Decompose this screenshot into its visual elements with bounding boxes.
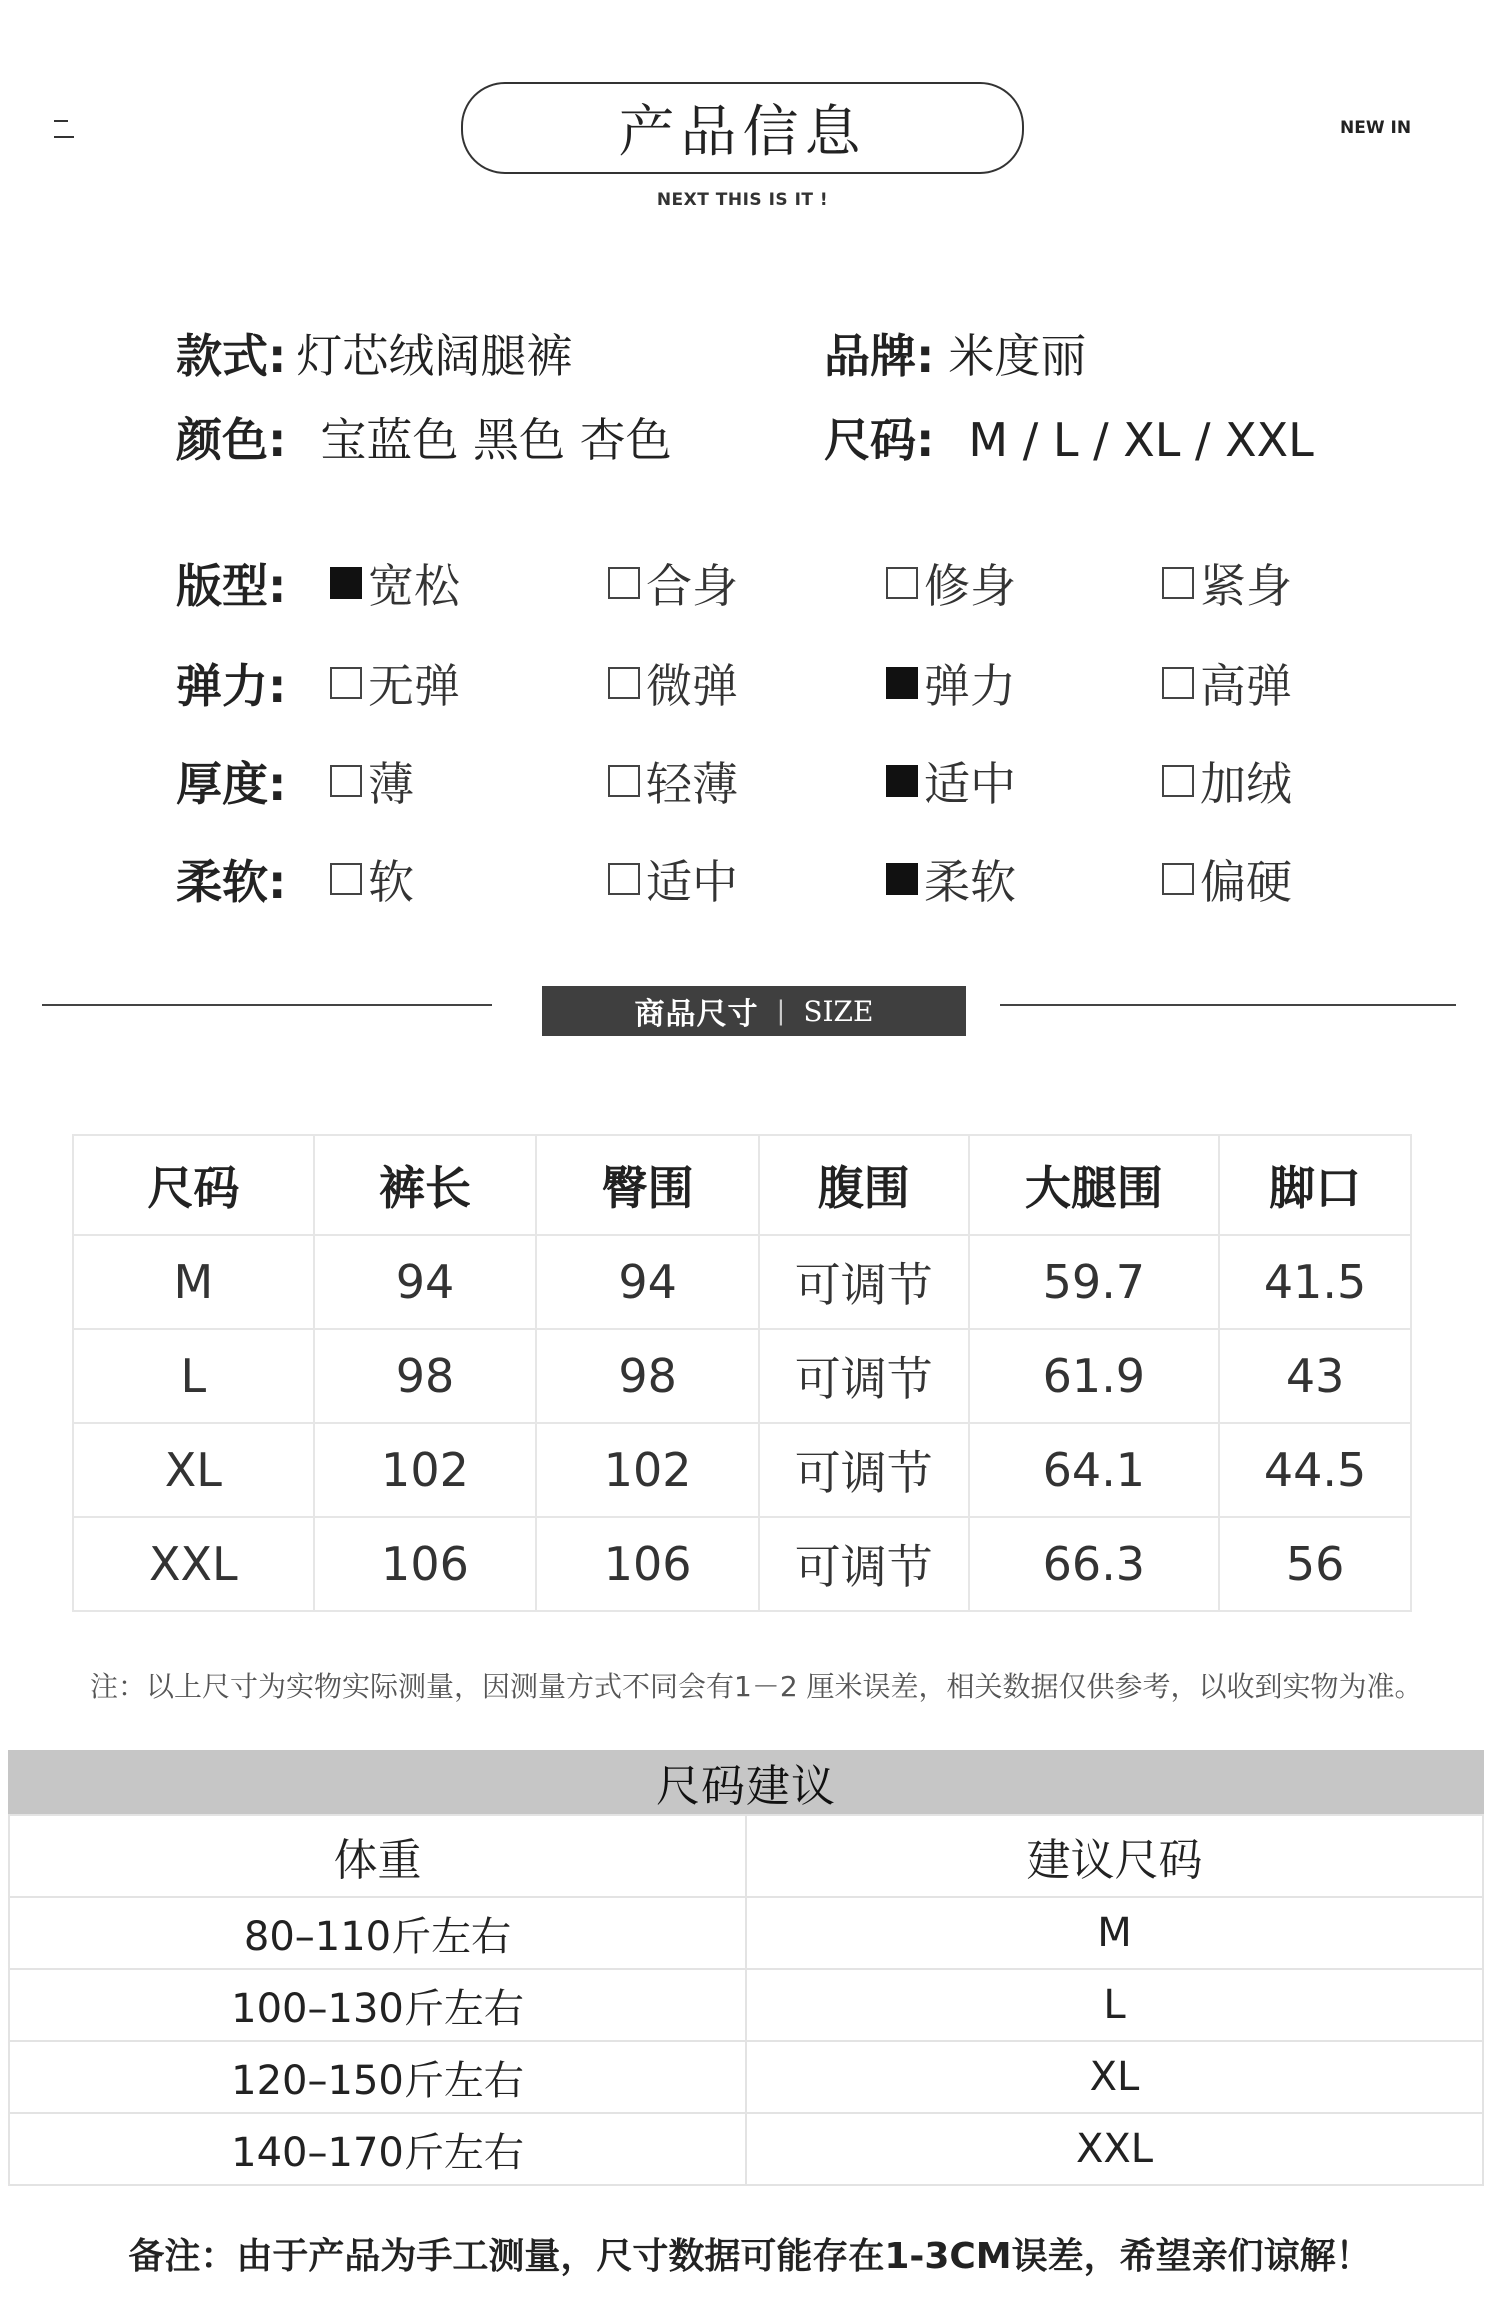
table-cell: XXL xyxy=(746,2113,1483,2185)
option-label: 柔软 xyxy=(924,855,1016,909)
table-cell: 56 xyxy=(1219,1517,1411,1611)
size-label: 尺码: xyxy=(824,413,935,467)
color-value: 宝蓝色 黑色 杏色 xyxy=(320,413,672,467)
table-cell: 61.9 xyxy=(969,1329,1220,1423)
attribute-option[interactable] xyxy=(608,846,738,912)
checked-box-icon[interactable] xyxy=(330,567,362,599)
table-cell: 可调节 xyxy=(759,1329,969,1423)
size-banner-separator: | xyxy=(776,996,786,1026)
header-cell: 尺码 xyxy=(73,1135,314,1235)
table-cell: L xyxy=(73,1329,314,1423)
attribute-option[interactable] xyxy=(330,550,460,616)
table-cell: 102 xyxy=(536,1423,759,1517)
table-cell: 94 xyxy=(314,1235,537,1329)
info-color xyxy=(176,404,672,470)
table-cell: 102 xyxy=(314,1423,537,1517)
attribute-label: 厚度: xyxy=(176,757,287,811)
menu-icon[interactable] xyxy=(54,118,74,140)
table-cell: 140–170斤左右 xyxy=(9,2113,746,2185)
option-label: 高弹 xyxy=(1200,659,1292,713)
attribute-option[interactable] xyxy=(330,748,414,814)
table-row xyxy=(73,1329,1411,1423)
style-value: 灯芯绒阔腿裤 xyxy=(296,329,573,383)
size-value: M / L / XL / XXL xyxy=(968,413,1314,467)
table-cell: 可调节 xyxy=(759,1517,969,1611)
attribute-option[interactable] xyxy=(886,748,1016,814)
attribute-option[interactable] xyxy=(1162,550,1292,616)
table-cell: 100–130斤左右 xyxy=(9,1969,746,2041)
color-label: 颜色: xyxy=(176,413,287,467)
header-cell: 建议尺码 xyxy=(746,1815,1483,1897)
size-table xyxy=(72,1134,1412,1612)
table-cell: 94 xyxy=(536,1235,759,1329)
attribute-option[interactable] xyxy=(1162,650,1292,716)
checkbox-icon[interactable] xyxy=(330,863,362,895)
table-cell: XL xyxy=(73,1423,314,1517)
option-label: 合身 xyxy=(646,559,738,613)
divider-left xyxy=(42,1004,492,1006)
table-cell: 59.7 xyxy=(969,1235,1220,1329)
table-cell: 44.5 xyxy=(1219,1423,1411,1517)
option-label: 修身 xyxy=(924,559,1016,613)
attribute-option[interactable] xyxy=(330,650,460,716)
brand-label: 品牌: xyxy=(824,329,935,383)
checkbox-icon[interactable] xyxy=(608,667,640,699)
checkbox-icon[interactable] xyxy=(608,765,640,797)
info-brand xyxy=(824,320,1086,386)
table-cell: 120–150斤左右 xyxy=(9,2041,746,2113)
size-banner-cn: 商品尺寸 xyxy=(634,997,759,1032)
table-row xyxy=(9,2041,1483,2113)
table-row xyxy=(9,1897,1483,1969)
measurement-note: 注：以上尺寸为实物实际测量，因测量方式不同会有1－2 厘米误差，相关数据仅供参考，以收到实物为准。 xyxy=(90,1670,1423,1703)
table-cell: 98 xyxy=(314,1329,537,1423)
header-cell: 脚口 xyxy=(1219,1135,1411,1235)
checkbox-icon[interactable] xyxy=(1162,765,1194,797)
option-label: 紧身 xyxy=(1200,559,1292,613)
checkbox-icon[interactable] xyxy=(608,567,640,599)
table-cell: 106 xyxy=(314,1517,537,1611)
checkbox-icon[interactable] xyxy=(330,667,362,699)
option-label: 弹力 xyxy=(924,659,1016,713)
option-label: 薄 xyxy=(368,757,414,811)
table-row xyxy=(73,1423,1411,1517)
page-title: 产品信息 xyxy=(461,82,1024,174)
option-label: 微弹 xyxy=(646,659,738,713)
option-label: 适中 xyxy=(924,757,1016,811)
checked-box-icon[interactable] xyxy=(886,863,918,895)
attribute-option[interactable] xyxy=(608,748,738,814)
table-row xyxy=(73,1517,1411,1611)
attribute-option[interactable] xyxy=(886,650,1016,716)
style-label: 款式: xyxy=(176,329,287,383)
attribute-label: 弹力: xyxy=(176,659,287,713)
header-cell: 大腿围 xyxy=(969,1135,1220,1235)
size-section-banner xyxy=(542,986,966,1036)
attribute-option[interactable] xyxy=(886,550,1016,616)
attribute-option[interactable] xyxy=(608,650,738,716)
header-cell: 腹围 xyxy=(759,1135,969,1235)
option-label: 宽松 xyxy=(368,559,460,613)
table-cell: XXL xyxy=(73,1517,314,1611)
divider-right xyxy=(1000,1004,1456,1006)
table-cell: 106 xyxy=(536,1517,759,1611)
attribute-option[interactable] xyxy=(608,550,738,616)
page-subtitle: NEXT THIS IS IT ! xyxy=(656,190,829,210)
option-label: 偏硬 xyxy=(1200,855,1292,909)
checkbox-icon[interactable] xyxy=(1162,567,1194,599)
footer-note: 备注：由于产品为手工测量，尺寸数据可能存在1-3CM误差，希望亲们谅解！ xyxy=(128,2236,1372,2277)
table-cell: 41.5 xyxy=(1219,1235,1411,1329)
attribute-option[interactable] xyxy=(886,846,1016,912)
option-label: 轻薄 xyxy=(646,757,738,811)
option-label: 适中 xyxy=(646,855,738,909)
table-cell: 可调节 xyxy=(759,1235,969,1329)
option-label: 软 xyxy=(368,855,414,909)
info-style xyxy=(176,320,572,386)
table-cell: M xyxy=(746,1897,1483,1969)
checked-box-icon[interactable] xyxy=(886,765,918,797)
table-row xyxy=(73,1235,1411,1329)
attribute-label: 柔软: xyxy=(176,855,287,909)
checked-box-icon[interactable] xyxy=(886,667,918,699)
attribute-option[interactable] xyxy=(1162,846,1292,912)
new-in-link[interactable]: NEW IN xyxy=(1340,118,1412,138)
table-row xyxy=(9,2113,1483,2185)
table-cell: 64.1 xyxy=(969,1423,1220,1517)
size-banner-en: SIZE xyxy=(803,994,874,1028)
table-cell: M xyxy=(73,1235,314,1329)
attribute-option[interactable] xyxy=(1162,748,1292,814)
checkbox-icon[interactable] xyxy=(608,863,640,895)
table-row xyxy=(9,1969,1483,2041)
checkbox-icon[interactable] xyxy=(1162,863,1194,895)
option-label: 加绒 xyxy=(1200,757,1292,811)
suggestion-table xyxy=(8,1814,1484,2186)
table-cell: 98 xyxy=(536,1329,759,1423)
info-size xyxy=(824,404,1314,470)
suggestion-title: 尺码建议 xyxy=(8,1750,1484,1814)
table-cell: XL xyxy=(746,2041,1483,2113)
size-table-header xyxy=(73,1135,1411,1235)
checkbox-icon[interactable] xyxy=(886,567,918,599)
header-cell: 裤长 xyxy=(314,1135,537,1235)
header-cell: 臀围 xyxy=(536,1135,759,1235)
checkbox-icon[interactable] xyxy=(1162,667,1194,699)
suggestion-header xyxy=(9,1815,1483,1897)
attribute-option[interactable] xyxy=(330,846,414,912)
table-cell: 66.3 xyxy=(969,1517,1220,1611)
header-cell: 体重 xyxy=(9,1815,746,1897)
table-cell: 43 xyxy=(1219,1329,1411,1423)
table-cell: 可调节 xyxy=(759,1423,969,1517)
option-label: 无弹 xyxy=(368,659,460,713)
brand-value: 米度丽 xyxy=(948,329,1087,383)
table-cell: L xyxy=(746,1969,1483,2041)
checkbox-icon[interactable] xyxy=(330,765,362,797)
table-cell: 80–110斤左右 xyxy=(9,1897,746,1969)
attribute-label: 版型: xyxy=(176,559,287,613)
